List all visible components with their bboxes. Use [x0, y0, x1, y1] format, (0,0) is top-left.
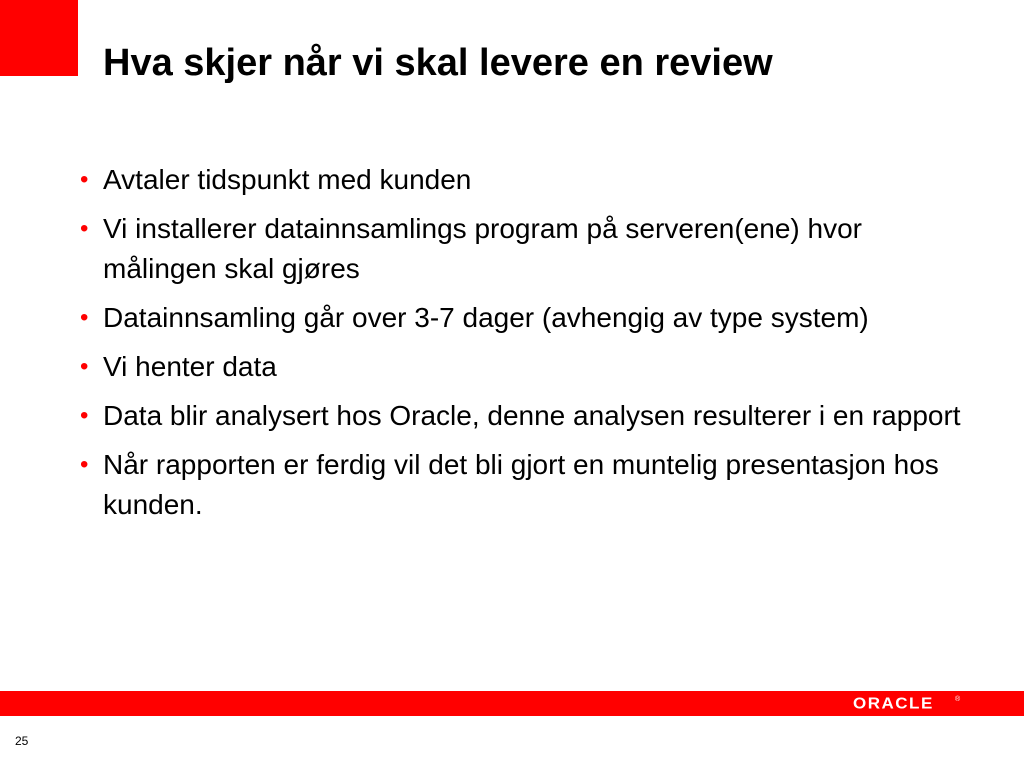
- bullet-list: [78, 160, 978, 534]
- bullet-point-icon: •: [80, 402, 89, 429]
- bullet-text: Data blir analysert hos Oracle, denne analysen resulterer i en rapport: [103, 400, 961, 431]
- bullet-point-icon: •: [80, 451, 89, 478]
- bullet-text: Datainnsamling går over 3-7 dager (avhengig av type system): [103, 302, 869, 333]
- bullet-item: [78, 209, 978, 289]
- corner-accent-block: [0, 0, 78, 76]
- bullet-point-icon: •: [80, 215, 89, 242]
- oracle-logo: ORACLE: [853, 695, 934, 713]
- bullet-text: Vi installerer datainnsamlings program på serveren(ene) hvor målingen skal gjøres: [103, 213, 862, 284]
- bullet-text: Vi henter data: [103, 351, 277, 382]
- bullet-item: [78, 445, 978, 525]
- bullet-point-icon: •: [80, 304, 89, 331]
- slide-title: Hva skjer når vi skal levere en review: [103, 42, 773, 84]
- bullet-point-icon: •: [80, 353, 89, 380]
- bullet-item: [78, 160, 978, 200]
- bullet-item: [78, 396, 978, 436]
- bullet-item: [78, 347, 978, 387]
- registered-mark: ®: [955, 696, 961, 703]
- bullet-item: [78, 298, 978, 338]
- bullet-text: Når rapporten er ferdig vil det bli gjort en muntelig presentasjon hos kunden.: [103, 449, 939, 520]
- bullet-text: Avtaler tidspunkt med kunden: [103, 164, 472, 195]
- page-number: 25: [15, 734, 29, 748]
- bullet-point-icon: •: [80, 166, 89, 193]
